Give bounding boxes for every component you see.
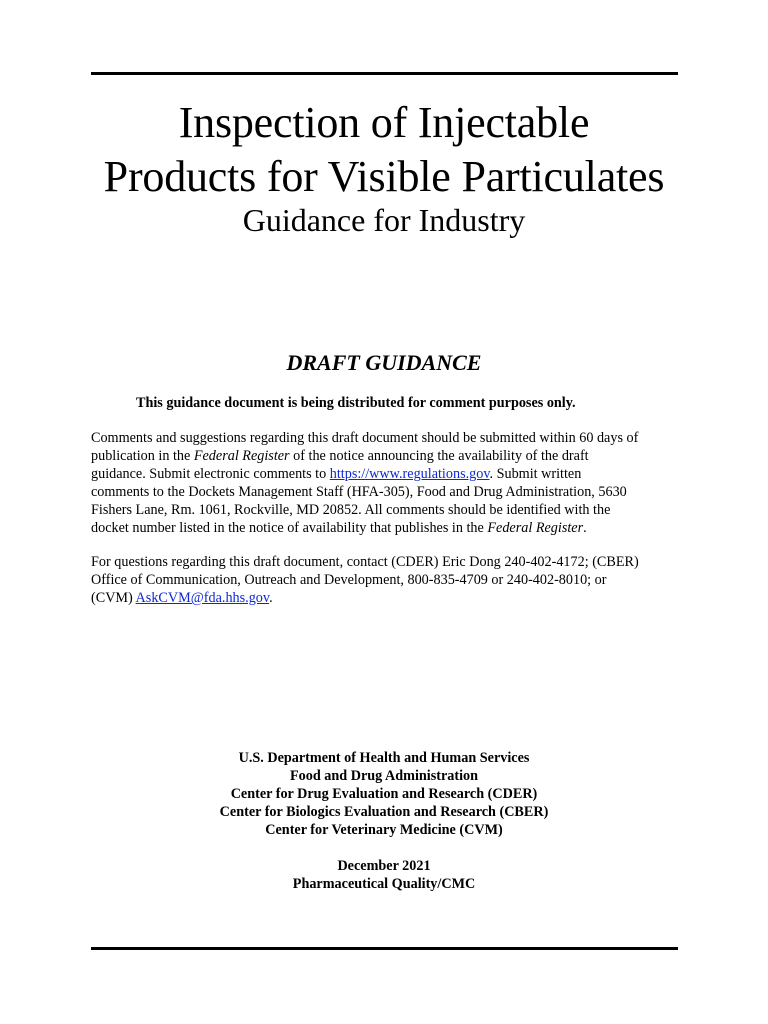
bottom-rule <box>91 947 678 950</box>
text-span: . <box>583 520 587 536</box>
org-line: Center for Biologics Evaluation and Research (CBER) <box>219 804 549 820</box>
text-span: of the notice announcing the availability of the draft <box>289 448 589 464</box>
org-line: Food and Drug Administration <box>289 768 479 784</box>
comments-line-5: Fishers Lane, Rm. 1061, Rockville, MD 20852. All comments should be identified with the <box>91 502 611 518</box>
contact-paragraph <box>91 553 691 607</box>
document-title <box>60 96 708 204</box>
publication-info <box>60 857 708 893</box>
askcvm-email-link[interactable]: AskCVM@fda.hhs.gov <box>135 590 270 606</box>
comments-line-3 <box>91 465 691 483</box>
purpose-statement: This guidance document is being distributed for comment purposes only. <box>136 395 576 411</box>
issuing-organization <box>60 749 708 839</box>
regulations-gov-link[interactable]: https://www.regulations.gov <box>329 466 490 482</box>
comments-line-1: Comments and suggestions regarding this draft document should be submitted within 60 days of <box>91 430 639 446</box>
comments-paragraph <box>91 429 691 537</box>
title-line-2: Products for Visible Particulates <box>103 152 665 201</box>
comments-line-6 <box>91 519 691 537</box>
text-span: guidance. Submit electronic comments to <box>91 466 330 482</box>
document-subtitle: Guidance for Industry <box>242 202 526 238</box>
comments-line-2 <box>91 447 691 465</box>
text-span: publication in the <box>91 448 194 464</box>
publication-date: December 2021 <box>337 858 431 874</box>
draft-heading: DRAFT GUIDANCE <box>286 350 482 375</box>
text-span: . Submit written <box>489 466 582 482</box>
comments-line-4: comments to the Dockets Management Staff (HFA-305), Food and Drug Administration, 5630 <box>91 484 627 500</box>
contact-line-3 <box>91 589 691 607</box>
org-line: Center for Veterinary Medicine (CVM) <box>265 822 503 838</box>
org-line: Center for Drug Evaluation and Research (CDER) <box>230 786 538 802</box>
contact-line-1: For questions regarding this draft document, contact (CDER) Eric Dong 240-402-4172; (CBER) <box>91 554 639 570</box>
org-line: U.S. Department of Health and Human Services <box>238 750 530 766</box>
text-span: docket number listed in the notice of availability that publishes in the <box>91 520 488 536</box>
title-line-1: Inspection of Injectable <box>178 98 590 147</box>
guidance-category: Pharmaceutical Quality/CMC <box>292 876 476 892</box>
federal-register-italic: Federal Register <box>193 448 290 464</box>
text-span: (CVM) <box>91 590 136 606</box>
top-rule <box>91 72 678 75</box>
federal-register-italic: Federal Register <box>487 520 584 536</box>
contact-line-2: Office of Communication, Outreach and Development, 800-835-4709 or 240-402-8010; or <box>91 572 607 588</box>
text-span: . <box>269 590 273 606</box>
